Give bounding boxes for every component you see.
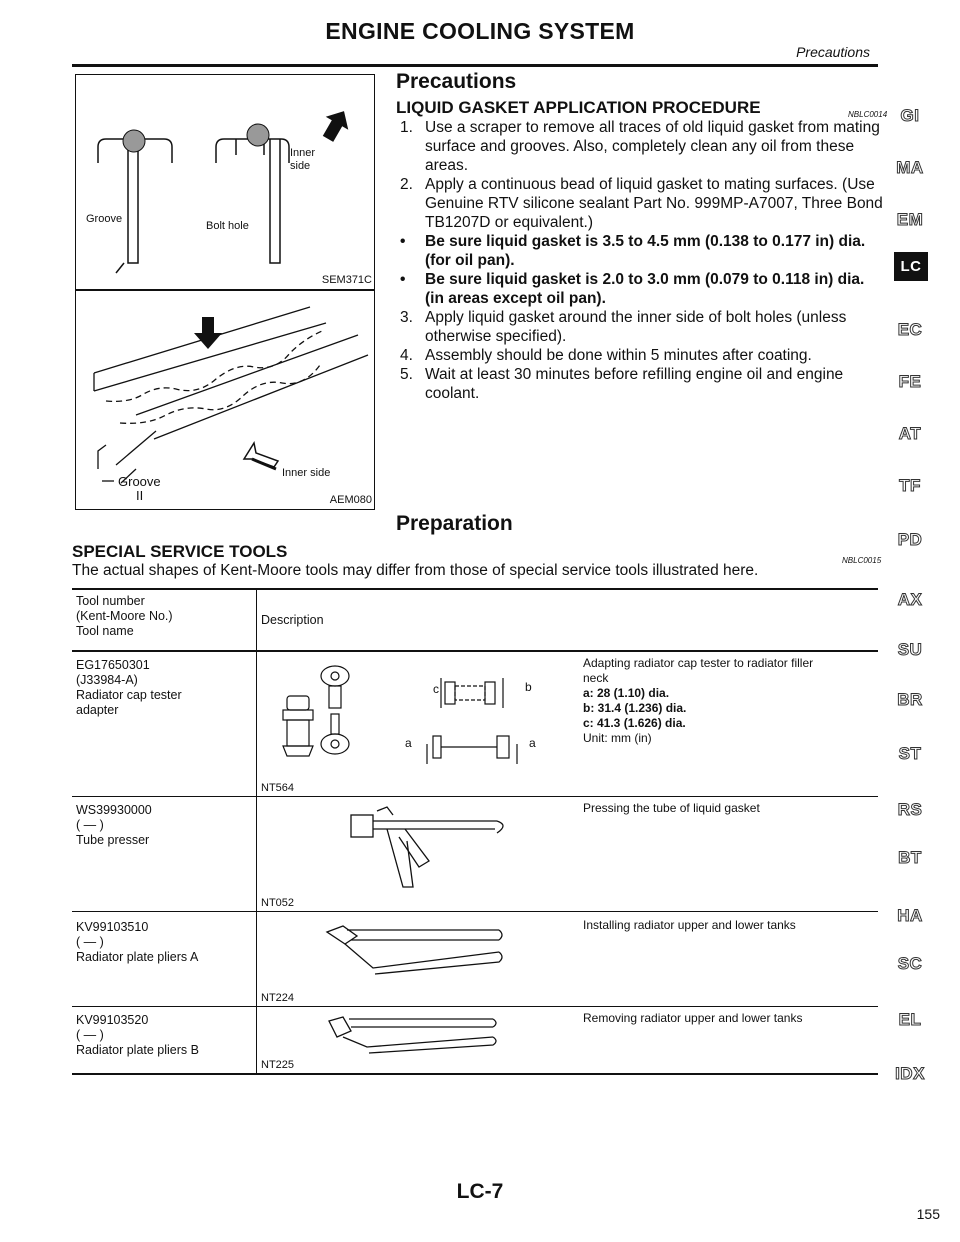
side-tab-tf[interactable]: TF <box>899 476 921 495</box>
side-tab-fe[interactable]: FE <box>898 372 922 391</box>
inner-side-label: Inner side <box>282 467 331 479</box>
step-5: 5. Wait at least 30 minutes before refilling engine oil and engine coolant. <box>400 366 844 402</box>
tool-number-cell: KV99103520 ( — ) Radiator plate pliers B <box>76 1013 199 1057</box>
header-description: Description <box>257 589 879 651</box>
side-tab-em[interactable]: EM <box>896 210 924 229</box>
illustration-code: NT564 <box>261 782 295 794</box>
header-tool-number: Tool number (Kent-Moore No.) Tool name <box>76 594 173 638</box>
side-tab-lc[interactable]: LC <box>894 252 928 281</box>
groove-mark: II <box>136 488 144 503</box>
procedure-steps <box>400 118 884 403</box>
dim-label-a-right: a <box>529 736 536 750</box>
side-tab-el[interactable]: EL <box>898 1010 922 1029</box>
precautions-heading: Precautions <box>396 70 517 93</box>
preparation-intro: The actual shapes of Kent-Moore tools may differ from those of special service tools illustrated here. <box>72 562 759 579</box>
page-label: LC-7 <box>456 1180 504 1203</box>
side-tab-br[interactable]: BR <box>897 690 923 709</box>
side-tab-ec[interactable]: EC <box>897 320 923 339</box>
illustration-code: NT224 <box>261 992 295 1004</box>
figure-groove-bolt-hole <box>75 74 375 290</box>
side-tab-ax[interactable]: AX <box>897 590 923 609</box>
radiator-plate-pliers-a-illustration <box>323 922 523 982</box>
step-1: 1. Use a scraper to remove all traces of old liquid gasket from mating surface and grooves. Also, completely clean any oil from these areas. <box>400 119 880 174</box>
tool-description: Adapting radiator cap tester to radiator filler neck a: 28 (1.10) dia. b: 31.4 (1.236) dia. c: 41.3 (1.626) dia. Unit: mm (in) <box>583 656 814 745</box>
side-tab-ha[interactable]: HA <box>897 906 923 925</box>
groove-label: Groove <box>86 213 123 225</box>
special-service-tools-heading: SPECIAL SERVICE TOOLS <box>72 542 288 561</box>
top-rule <box>72 64 878 67</box>
illustration-code: NT225 <box>261 1059 295 1071</box>
side-tab-su[interactable]: SU <box>897 640 923 659</box>
preparation-heading: Preparation <box>396 512 513 535</box>
page-number: 155 <box>916 1206 940 1222</box>
figure-code: SEM371C <box>321 274 372 286</box>
description-cell <box>257 651 879 797</box>
groove-label: Groove <box>118 474 161 489</box>
step-4: 4. Assembly should be done within 5 minutes after coating. <box>400 347 812 364</box>
description-cell <box>257 1007 879 1075</box>
section-label: Precautions <box>796 44 870 60</box>
side-tab-gi[interactable]: GI <box>900 106 920 125</box>
side-tab-pd[interactable]: PD <box>897 530 923 549</box>
side-tab-bt[interactable]: BT <box>898 848 922 867</box>
radiator-cap-adapter-illustration <box>277 656 597 776</box>
tool-number-cell: WS39930000 ( — ) Tube presser <box>72 797 257 912</box>
bullet-except-oil-pan: • Be sure liquid gasket is 2.0 to 3.0 mm (0.079 to 0.118 in) dia. (in areas except oil pan). <box>400 271 865 307</box>
step-3: 3. Apply liquid gasket around the inner side of bolt holes (unless otherwise specified). <box>400 309 847 345</box>
tool-description: Removing radiator upper and lower tanks <box>583 1011 803 1025</box>
side-tab-st[interactable]: ST <box>898 744 922 763</box>
step-2: 2. Apply a continuous bead of liquid gasket to mating surfaces. (Use Genuine RTV silicone sealant Part No. 999MP-A7007, Three Bond TB1207D or equivalent.) <box>400 176 883 231</box>
dim-label-b: b <box>525 680 532 694</box>
reference-code: NBLC0014 <box>848 110 888 119</box>
groove-diagram <box>76 75 374 289</box>
tool-number-cell: KV99103510 ( — ) Radiator plate pliers A <box>72 912 257 1007</box>
side-tab-idx[interactable]: IDX <box>895 1064 925 1083</box>
table-header-row <box>72 589 878 651</box>
table-row <box>72 912 878 1007</box>
tool-description: Installing radiator upper and lower tanks <box>583 918 796 932</box>
side-tab-sc[interactable]: SC <box>897 954 923 973</box>
dim-label-a-left: a <box>405 736 412 750</box>
dim-label-c: c <box>433 682 439 696</box>
side-label: side <box>290 160 311 172</box>
tool-description: Pressing the tube of liquid gasket <box>583 801 760 815</box>
figure-groove-inner-side <box>75 290 375 510</box>
page-title: ENGINE COOLING SYSTEM <box>325 18 635 44</box>
inner-label: Inner <box>290 147 316 159</box>
description-cell <box>257 912 879 1007</box>
bolt-hole-label: Bolt hole <box>206 220 249 232</box>
radiator-plate-pliers-b-illustration <box>323 1013 523 1063</box>
reference-code: NBLC0015 <box>842 556 882 565</box>
table-row <box>72 651 878 797</box>
table-row <box>72 1007 878 1075</box>
liquid-gasket-subheading: LIQUID GASKET APPLICATION PROCEDURE <box>396 98 761 117</box>
figure-code: AEM080 <box>329 494 372 506</box>
side-tab-rs[interactable]: RS <box>897 800 923 819</box>
special-tools-table <box>72 588 878 1075</box>
bullet-oil-pan: • Be sure liquid gasket is 3.5 to 4.5 mm (0.138 to 0.177 in) dia. (for oil pan). <box>400 233 866 269</box>
tube-presser-illustration <box>347 801 547 891</box>
side-tab-at[interactable]: AT <box>898 424 922 443</box>
description-cell <box>257 797 879 912</box>
illustration-code: NT052 <box>261 897 295 909</box>
table-row <box>72 797 878 912</box>
side-tab-ma[interactable]: MA <box>896 158 924 177</box>
tool-number-cell: EG17650301 (J33984-A) Radiator cap tester adapter <box>72 651 257 797</box>
